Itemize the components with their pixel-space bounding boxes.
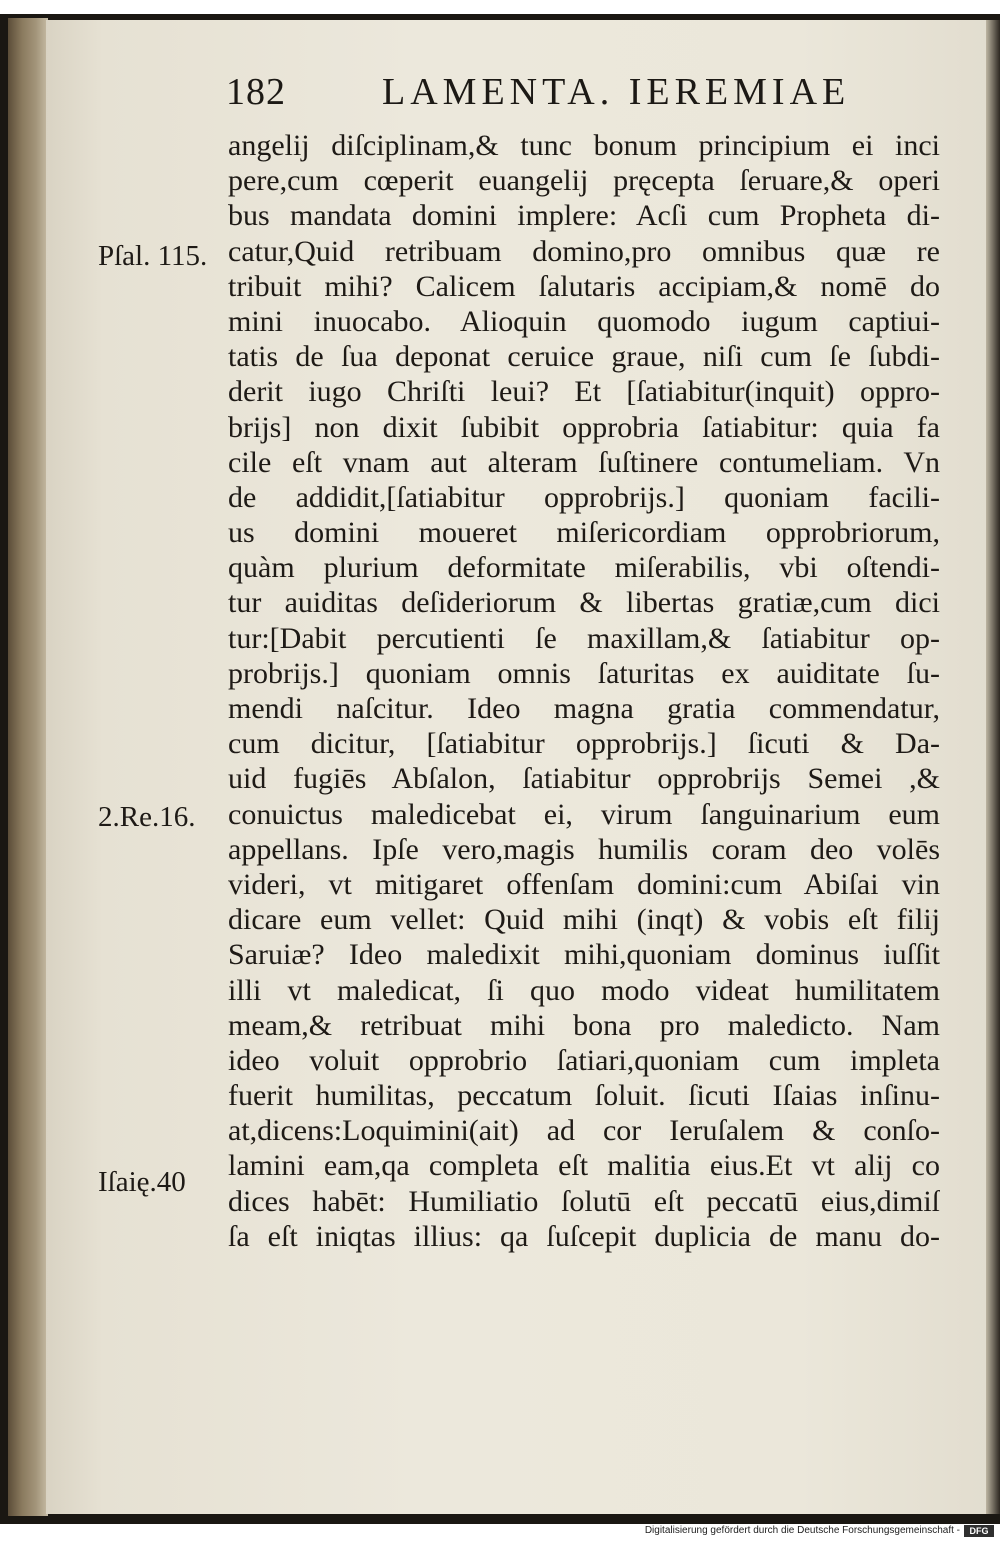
text-line: brijs] non dixit ſubibit opprobria ſatiabitur: quia fa [228, 410, 940, 444]
margin-note-isaiah: Iſaię.40 [98, 1166, 186, 1198]
text-line: ideo voluit opprobrio ſatiari,quoniam cum impleta [228, 1043, 940, 1077]
text-line: catur,Quid retribuam domino,pro omnibus quæ re [228, 234, 940, 268]
text-line: quàm plurium deformitate miſerabilis, vbi oſtendi- [228, 551, 940, 585]
page-number: 182 [226, 71, 286, 113]
text-line: conuictus maledicebat ei, virum ſanguinarium eum [228, 797, 940, 831]
page-right-edge [986, 20, 1000, 1514]
page-stack-edge [8, 18, 48, 1516]
text-line: tatis de ſua deponat ceruice graue, niſi cum ſe ſubdi- [228, 340, 940, 374]
page-header [226, 70, 866, 120]
text-line: appellans. Ipſe vero,magis humilis coram deo volēs [228, 832, 940, 866]
text-line: cile eſt vnam aut alteram ſuſtinere contumeliam. Vn [228, 445, 940, 479]
text-line: cum dicitur, [ſatiabitur opprobrijs.] ſicuti & Da- [228, 727, 940, 761]
text-line: illi vt maledicat, ſi quo modo videat humilitatem [228, 973, 940, 1007]
text-line: de addidit,[ſatiabitur opprobrijs.] quoniam facili- [228, 480, 940, 514]
text-line: at,dicens:Loquimini(ait) ad cor Ieruſalem & conſo- [228, 1114, 940, 1148]
text-line: ſa eſt iniqtas illius: qa ſuſcepit duplicia de manu do- [228, 1219, 940, 1253]
text-line: probrijs.] quoniam omnis ſaturitas ex auiditate ſu- [228, 656, 940, 690]
text-line: pere,cum cœperit euangelij pręcepta ſeruare,& operi [228, 164, 940, 198]
text-line: derit iugo Chriſti leui? Et [ſatiabitur(inquit) oppro- [228, 375, 940, 409]
digitization-credit: Digitalisierung gefördert durch die Deutsche Forschungsgemeinschaft - [644, 1525, 960, 1536]
body-text [228, 128, 940, 1254]
text-line: dices habēt: Humiliatio ſolutū eſt peccatū eius,dimiſ [228, 1184, 940, 1218]
text-line: angelij diſciplinam,& tunc bonum principium ei inci [228, 129, 940, 162]
margin-note-kings: 2.Re.16. [98, 801, 196, 833]
text-line: uid fugiēs Abſalon, ſatiabitur opprobrijs Semei ,& [228, 762, 940, 796]
text-line: Saruiæ? Ideo maledixit mihi,quoniam dominus iuſſit [228, 938, 940, 972]
text-line: lamini eam,qa completa eſt malitia eius.Et vt alij co [228, 1149, 940, 1183]
text-line: bus mandata domini implere: Acſi cum Propheta di- [228, 199, 940, 233]
text-line: tribuit mihi? Calicem ſalutaris accipiam,& nomē do [228, 269, 940, 303]
margin-note-psalm: Pſal. 115. [98, 240, 208, 272]
text-line: us domini moueret miſericordiam opprobriorum, [228, 516, 940, 550]
text-line: tur:[Dabit percutienti ſe maxillam,& ſatiabitur op- [228, 621, 940, 655]
text-line: dicare eum vellet: Quid mihi (inqt) & vobis eſt filij [228, 903, 940, 937]
text-line: meam,& retribuat mihi bona pro maledicto. Nam [228, 1008, 940, 1042]
text-line: mini inuocabo. Alioquin quomodo iugum captiui- [228, 304, 940, 338]
text-line: videri, vt mitigaret offenſam domini:cum Abiſai vin [228, 867, 940, 901]
text-line: mendi naſcitur. Ideo magna gratia commendatur, [228, 692, 940, 725]
running-title: LAMENTA. IEREMIAE [382, 71, 851, 113]
dfg-logo: DFG [964, 1525, 994, 1537]
text-line: fuerit humilitas, peccatum ſoluit. ſicuti Iſaias inſinu- [228, 1079, 940, 1113]
text-line: tur auiditas deſideriorum & libertas gratiæ,cum dici [228, 586, 940, 620]
